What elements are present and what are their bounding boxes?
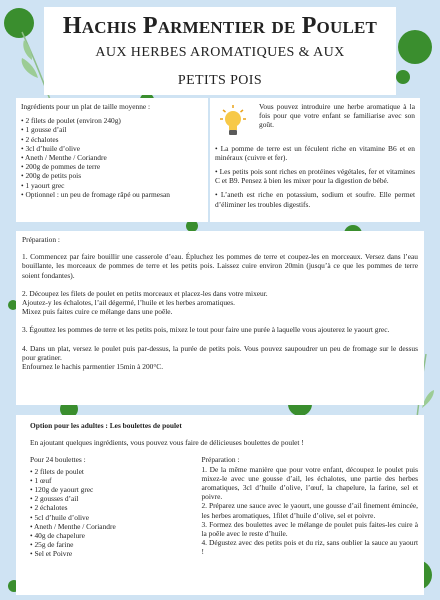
pea-dot bbox=[396, 70, 410, 84]
preparation-step: 4. Dans un plat, versez le poulet puis par-dessus, la purée de petits pois. Vous pouvez saupoudrer un peu de fromage sur le dessus pour gratiner. Enfournez le hachis parmentier 15min à 200°C. bbox=[22, 343, 418, 372]
list-item: • 25g de farine bbox=[30, 540, 187, 549]
meatball-prep-step: 2. Préparez une sauce avec le yaourt, une gousse d’ail finement émincée, les herbes aromatiques, 1filet d’huile d’olive, sel et poivre. bbox=[201, 501, 418, 520]
fact-item: • Les petits pois sont riches en protéines végétales, fer et vitamines C et B9. Pensez à bien les mixer pour la digestion de bébé. bbox=[215, 167, 415, 186]
preparation-step: 3. Égouttez les pommes de terre et les petits pois, mixez le tout pour faire une purée à laquelle vous ajouterez le yaourt grec. bbox=[22, 325, 390, 335]
meatball-prep-step: 1. De la même manière que pour votre enfant, découpez le poulet puis mixez-le avec une gousse d’ail, les échalotes, une partie des herbes aromatiques, 3cl d’huile d’olive, l’œuf, la chapelure, la farine, sel et poivre. bbox=[201, 464, 418, 502]
list-item: • 2 échalotes bbox=[30, 503, 187, 512]
preparation-card bbox=[16, 231, 424, 405]
adult-option-title: Option pour les adultes : Les boulettes de poulet bbox=[30, 421, 182, 430]
adult-option-intro: En ajoutant quelques ingrédients, vous pouvez vous faire de délicieuses boulettes de poulet ! bbox=[30, 438, 304, 448]
meatball-ingredients-heading: Pour 24 boulettes : bbox=[30, 455, 86, 465]
list-item: • 2 échalotes bbox=[21, 135, 203, 144]
list-item: • 3cl d’huile d’olive bbox=[21, 144, 203, 153]
tip-intro: Vous pouvez introduire une herbe aromatique à la fois pour que votre enfant se familiarise avec son goût. bbox=[259, 102, 415, 130]
list-item: • 2 filets de poulet bbox=[30, 467, 187, 476]
list-item: • 200g de pommes de terre bbox=[21, 162, 203, 171]
meatball-preparation bbox=[201, 455, 418, 558]
list-item: • 200g de petits pois bbox=[21, 171, 203, 180]
meatball-ingredients-list bbox=[30, 467, 187, 559]
fact-item: • L’aneth est riche en potassium, sodium et soufre. Elle permet d’éliminer les troubles digestifs. bbox=[215, 190, 415, 209]
list-item: • 120g de yaourt grec bbox=[30, 485, 187, 494]
meatball-prep-step: 4. Dégustez avec des petits pois et du riz, sans oublier la sauce au yaourt ! bbox=[201, 538, 418, 557]
list-item: • 1 œuf bbox=[30, 476, 187, 485]
list-item: • Optionnel : un peu de fromage râpé ou parmesan bbox=[21, 190, 203, 199]
title-card bbox=[44, 7, 396, 95]
page-subtitle-line2: PETITS POIS bbox=[177, 73, 263, 88]
list-item: • 40g de chapelure bbox=[30, 531, 187, 540]
meatball-ingredients bbox=[22, 455, 187, 558]
ingredients-list bbox=[21, 116, 203, 199]
adult-option-columns bbox=[22, 455, 418, 558]
preparation-step: 1. Commencez par faire bouillir une casserole d’eau. Épluchez les pommes de terre et coupez-les en morceaux. Versez dans l’eau bouillante, les morceaux de pommes de terre et les petits pois. Laissez cuire environ 20min (jusqu’à ce que les pommes de terre soient fondantes). bbox=[22, 252, 418, 280]
list-item: • Aneth / Menthe / Coriandre bbox=[21, 153, 203, 162]
fact-item: • La pomme de terre est un féculent riche en vitamine B6 et en minéraux (cuivre et fer). bbox=[215, 143, 415, 162]
list-item: • 5cl d’huile d’olive bbox=[30, 513, 187, 522]
pea-dot bbox=[398, 30, 432, 64]
list-item: • 1 gousse d’ail bbox=[21, 125, 203, 134]
list-item: • 2 gousses d’ail bbox=[30, 494, 187, 503]
meatball-prep-step: 3. Formez des boulettes avec le mélange de poulet puis faites-les cuire à la poêle avec le reste d’huile. bbox=[201, 519, 418, 539]
meatball-prep-heading: Préparation : bbox=[201, 455, 240, 465]
preparation-heading: Préparation : bbox=[22, 235, 60, 244]
page-subtitle: AUX HERBES AROMATIQUES & AUX bbox=[95, 45, 345, 60]
ingredients-heading: Ingrédients pour un plat de taille moyenne : bbox=[21, 102, 151, 111]
lightbulb-icon bbox=[220, 104, 246, 138]
adult-option-card bbox=[16, 415, 424, 595]
page-title: Hachis Parmentier de Poulet bbox=[62, 13, 378, 39]
list-item: • 2 filets de poulet (environ 240g) bbox=[21, 116, 203, 125]
preparation-step: 2. Découpez les filets de poulet en petits morceaux et placez-les dans votre mixeur. Ajoutez-y les échalotes, l’ail dégermé, l’huile et les herbes aromatiques. Mixez puis faites cuire ce mélange dans une poêle. bbox=[22, 288, 268, 317]
list-item: • Aneth / Menthe / Coriandre bbox=[30, 522, 187, 531]
list-item: • 1 yaourt grec bbox=[21, 181, 203, 190]
ingredients-card bbox=[16, 98, 208, 222]
list-item: • Sel et Poivre bbox=[30, 549, 187, 558]
